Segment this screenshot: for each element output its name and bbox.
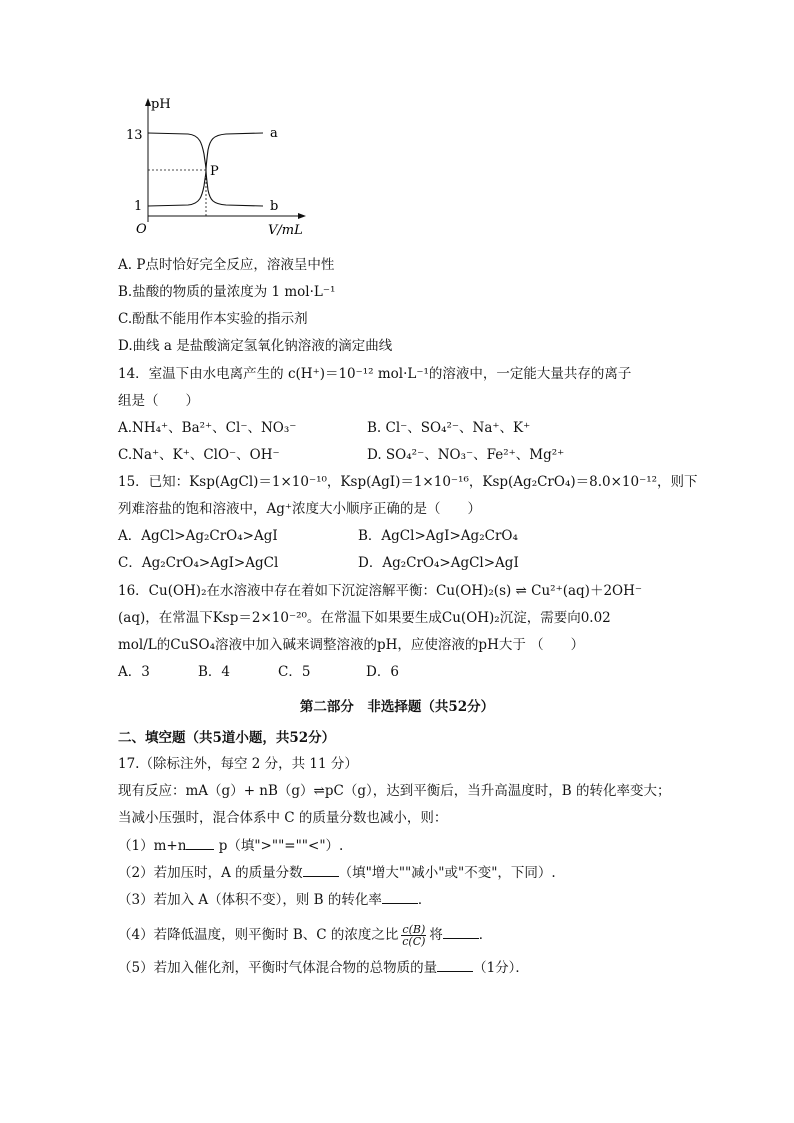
q17-part4: [118, 922, 492, 948]
q16-option-c: C．5: [278, 664, 311, 680]
q16-option-a: A．3: [118, 664, 150, 680]
q17-part4-mid: 将: [429, 927, 443, 943]
tick-label-13: 13: [126, 128, 143, 143]
section2-title: 二、填空题（共5道小题，共52分）: [118, 730, 336, 746]
q13-option-d: D.曲线 a 是盐酸滴定氢氧化钠溶液的滴定曲线: [118, 338, 393, 354]
fraction-denominator: c(C): [402, 935, 426, 948]
q15-option-c: C．Ag₂CrO₄>AgI>AgCl: [118, 555, 279, 571]
q17-part1-blank[interactable]: [186, 836, 214, 850]
titration-graph: [118, 92, 318, 242]
curve-a: [148, 133, 263, 170]
q17-stem-line1: 现有反应：mA（g）+ nB（g）⇌pC（g），达到平衡后，当升高温度时，B 的转化率变大；: [118, 783, 671, 799]
q17-part3: [118, 890, 431, 909]
q17-part3-blank[interactable]: [382, 890, 418, 904]
q13-option-a: A. P点时恰好完全反应，溶液呈中性: [118, 257, 335, 273]
q17-header: 17.（除标注外，每空 2 分，共 11 分）: [118, 756, 358, 772]
q14-stem-line2: 组是（ ）: [118, 393, 199, 409]
q13-option-c: C.酚酞不能用作本实验的指示剂: [118, 311, 308, 327]
x-axis-arrow: [298, 213, 306, 219]
curve-a-label: a: [270, 126, 278, 141]
q17-part4-suffix: ．: [478, 927, 493, 943]
point-p-label: P: [210, 164, 219, 179]
tick-label-1: 1: [134, 199, 143, 214]
q17-part5-suffix: （1分）．: [473, 960, 529, 976]
q17-part1: [118, 836, 343, 855]
x-axis-label: V/mL: [268, 223, 303, 238]
q17-part4-prefix: （4）若降低温度，则平衡时 B、C 的浓度之比: [118, 927, 399, 943]
q14-option-a: A.NH₄⁺、Ba²⁺、Cl⁻、NO₃⁻: [118, 420, 297, 436]
q16-option-d: D．6: [366, 664, 399, 680]
q17-stem-line2: 当减小压强时，混合体系中 C 的质量分数也减小，则：: [118, 810, 448, 826]
q14-option-d: D. SO₄²⁻、NO₃⁻、Fe²⁺、Mg²⁺: [367, 447, 565, 463]
q15-option-b: B．AgCl>AgI>Ag₂CrO₄: [358, 528, 518, 544]
q15-stem-line1: 15．已知：Ksp(AgCl)＝1×10⁻¹⁰，Ksp(AgI)＝1×10⁻¹⁶，Ksp(Ag₂CrO₄)＝8.0×10⁻¹²，则下: [118, 474, 698, 490]
y-axis-label: pH: [151, 97, 171, 112]
q17-part1-suffix: p（填">""=""<"）.: [214, 838, 344, 854]
q16-stem-line2: (aq)，在常温下Ksp＝2×10⁻²⁰。在常温下如果要生成Cu(OH)₂沉淀，需要向0.02: [118, 610, 611, 626]
q14-stem-line1: 14．室温下由水电离产生的 c(H⁺)＝10⁻¹² mol·L⁻¹的溶液中，一定能大量共存的离子: [118, 366, 632, 382]
curve-b-label: b: [270, 199, 279, 214]
q17-part1-prefix: （1）m+n: [118, 838, 187, 854]
q17-part4-blank[interactable]: [443, 925, 479, 939]
part2-title: 第二部分 非选择题（共52分）: [299, 699, 495, 715]
q17-part2-suffix: （填"增大""减小"或"不变"，下同）.: [338, 865, 556, 881]
origin-label: O: [136, 222, 147, 237]
q17-part2: [118, 863, 556, 882]
fraction-numerator: c(B): [402, 923, 426, 936]
q15-stem-line2: 列难溶盐的饱和溶液中，Ag⁺浓度大小顺序正确的是（ ）: [118, 501, 482, 517]
q16-option-b: B．4: [198, 664, 231, 680]
q16-stem-line3: mol/L的CuSO₄溶液中加入碱来调整溶液的pH，应使溶液的pH大于 （ ）: [118, 637, 585, 653]
q17-part2-prefix: （2）若加压时，A 的质量分数: [118, 865, 303, 881]
q14-option-c: C.Na⁺、K⁺、ClO⁻、OH⁻: [118, 447, 280, 463]
q17-part3-suffix: ．: [417, 892, 432, 908]
curve-b: [148, 170, 263, 206]
q17-part5-blank[interactable]: [437, 958, 473, 972]
q15-option-a: A．AgCl>Ag₂CrO₄>AgI: [118, 528, 278, 544]
q15-option-d: D．Ag₂CrO₄>AgCl>AgI: [358, 555, 519, 571]
q14-option-b: B. Cl⁻、SO₄²⁻、Na⁺、K⁺: [367, 420, 531, 436]
q17-part5-prefix: （5）若加入催化剂，平衡时气体混合物的总物质的量: [118, 960, 438, 976]
q16-stem-line1: 16．Cu(OH)₂在水溶液中存在着如下沉淀溶解平衡：Cu(OH)₂(s) ⇌ Cu²⁺(aq)＋2OH⁻: [118, 583, 642, 599]
q17-part5: [118, 958, 529, 977]
q13-option-b: B.盐酸的物质的量浓度为 1 mol·L⁻¹: [118, 284, 336, 300]
q17-part2-blank[interactable]: [303, 863, 339, 877]
q17-part4-fraction: [401, 924, 426, 947]
q17-part3-prefix: （3）若加入 A（体积不变），则 B 的转化率: [118, 892, 382, 908]
